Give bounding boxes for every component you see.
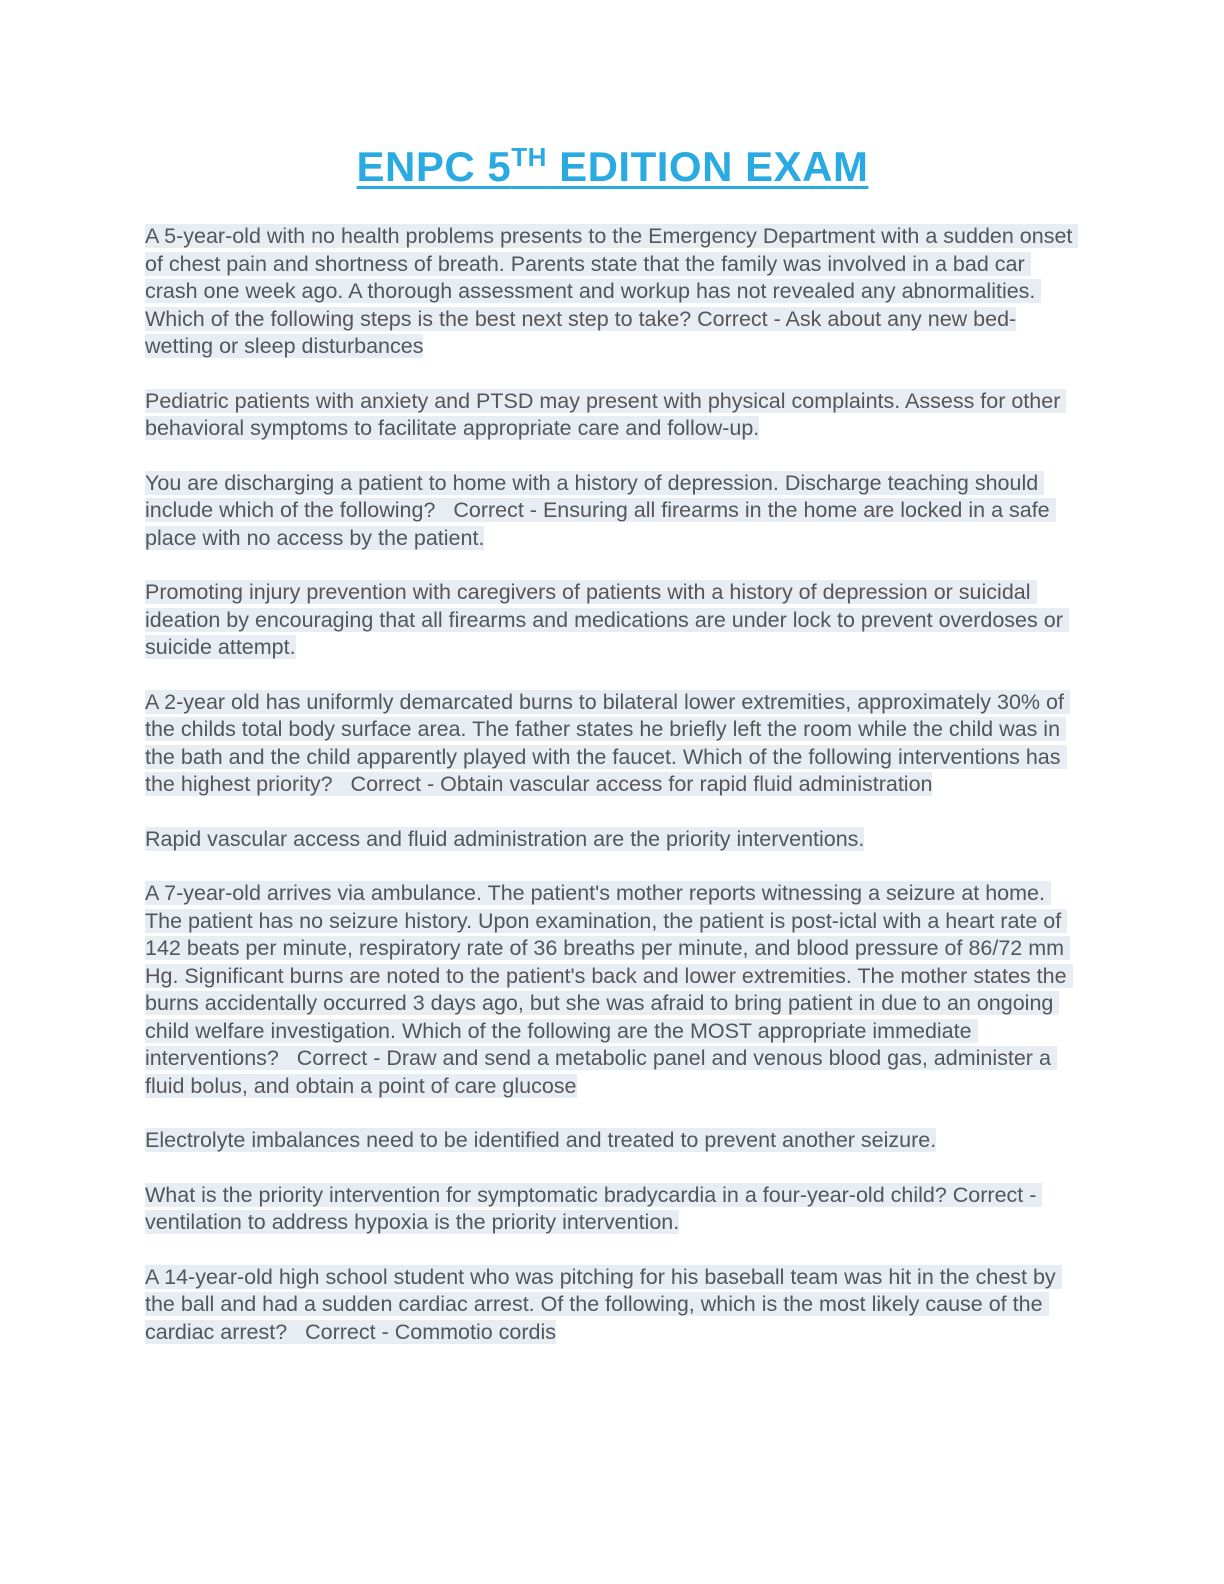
highlighted-text: A 2-year old has uniformly demarcated burns to bilateral lower extremities, approximately 30% of the childs total body surface area. The father states he briefly left the room while the child was in the bath and the child apparently played with the faucet. Which of the following interventions has the highest priority? Correct - Obtain vascular access for rapid fluid administration	[145, 689, 1070, 796]
paragraph	[145, 579, 1080, 662]
paragraph	[145, 223, 1080, 361]
highlighted-text: Pediatric patients with anxiety and PTSD may present with physical complaints. Assess for other behavioral symptoms to facilitate appropriate care and follow-up.	[145, 388, 1067, 440]
title-superscript: TH	[511, 142, 547, 172]
paragraphs-container	[145, 223, 1080, 1346]
paragraph	[145, 826, 1080, 854]
page-title	[145, 143, 1080, 191]
highlighted-text: What is the priority intervention for symptomatic bradycardia in a four-year-old child? Correct - ventilation to address hypoxia is the priority intervention.	[145, 1182, 1043, 1234]
paragraph	[145, 1182, 1080, 1237]
paragraph	[145, 388, 1080, 443]
paragraph	[145, 1264, 1080, 1347]
highlighted-text: A 5-year-old with no health problems presents to the Emergency Department with a sudden onset of chest pain and shortness of breath. Parents state that the family was involved in a bad car crash one week ago. A thorough assessment and workup has not revealed any abnormalities. Which of the following steps is the best next step to take? Correct - Ask about any new bed-wetting or sleep disturbances	[145, 224, 1079, 358]
highlighted-text: Promoting injury prevention with caregivers of patients with a history of depression or suicidal ideation by encouraging that all firearms and medications are under lock to prevent overdoses or suicide attempt.	[145, 580, 1069, 659]
paragraph	[145, 880, 1080, 1100]
highlighted-text: Electrolyte imbalances need to be identified and treated to prevent another seizure.	[145, 1128, 937, 1152]
highlighted-text: A 14-year-old high school student who was pitching for his baseball team was hit in the chest by the ball and had a sudden cardiac arrest. Of the following, which is the most likely cause of the cardiac arrest? Correct - Commotio cordis	[145, 1264, 1062, 1344]
highlighted-text: A 7-year-old arrives via ambulance. The patient's mother reports witnessing a seizure at home. The patient has no seizure history. Upon examination, the patient is post-ictal with a heart rate of 142 beats per minute, respiratory rate of 36 breaths per minute, and blood pressure of 86/72 mm Hg. Significant burns are noted to the patient's back and lower extremities. The mother states the burns accidentally occurred 3 days ago, but she was afraid to bring patient in due to an ongoing child welfare investigation. Which of the following are the MOST appropriate immediate interventions? Correct - Draw and send a metabolic panel and venous blood gas, administer a fluid bolus, and obtain a point of care glucose	[145, 881, 1073, 1098]
title-text-start: ENPC 5	[356, 143, 512, 190]
highlighted-text: You are discharging a patient to home with a history of depression. Discharge teaching should include which of the following? Correct - Ensuring all firearms in the home are locked in a safe place with no access by the patient.	[145, 470, 1056, 550]
paragraph	[145, 470, 1080, 553]
highlighted-text: Rapid vascular access and fluid administration are the priority interventions.	[145, 826, 865, 851]
paragraph	[145, 689, 1080, 799]
title-text-end: EDITION EXAM	[546, 143, 869, 190]
paragraph	[145, 1127, 1080, 1155]
